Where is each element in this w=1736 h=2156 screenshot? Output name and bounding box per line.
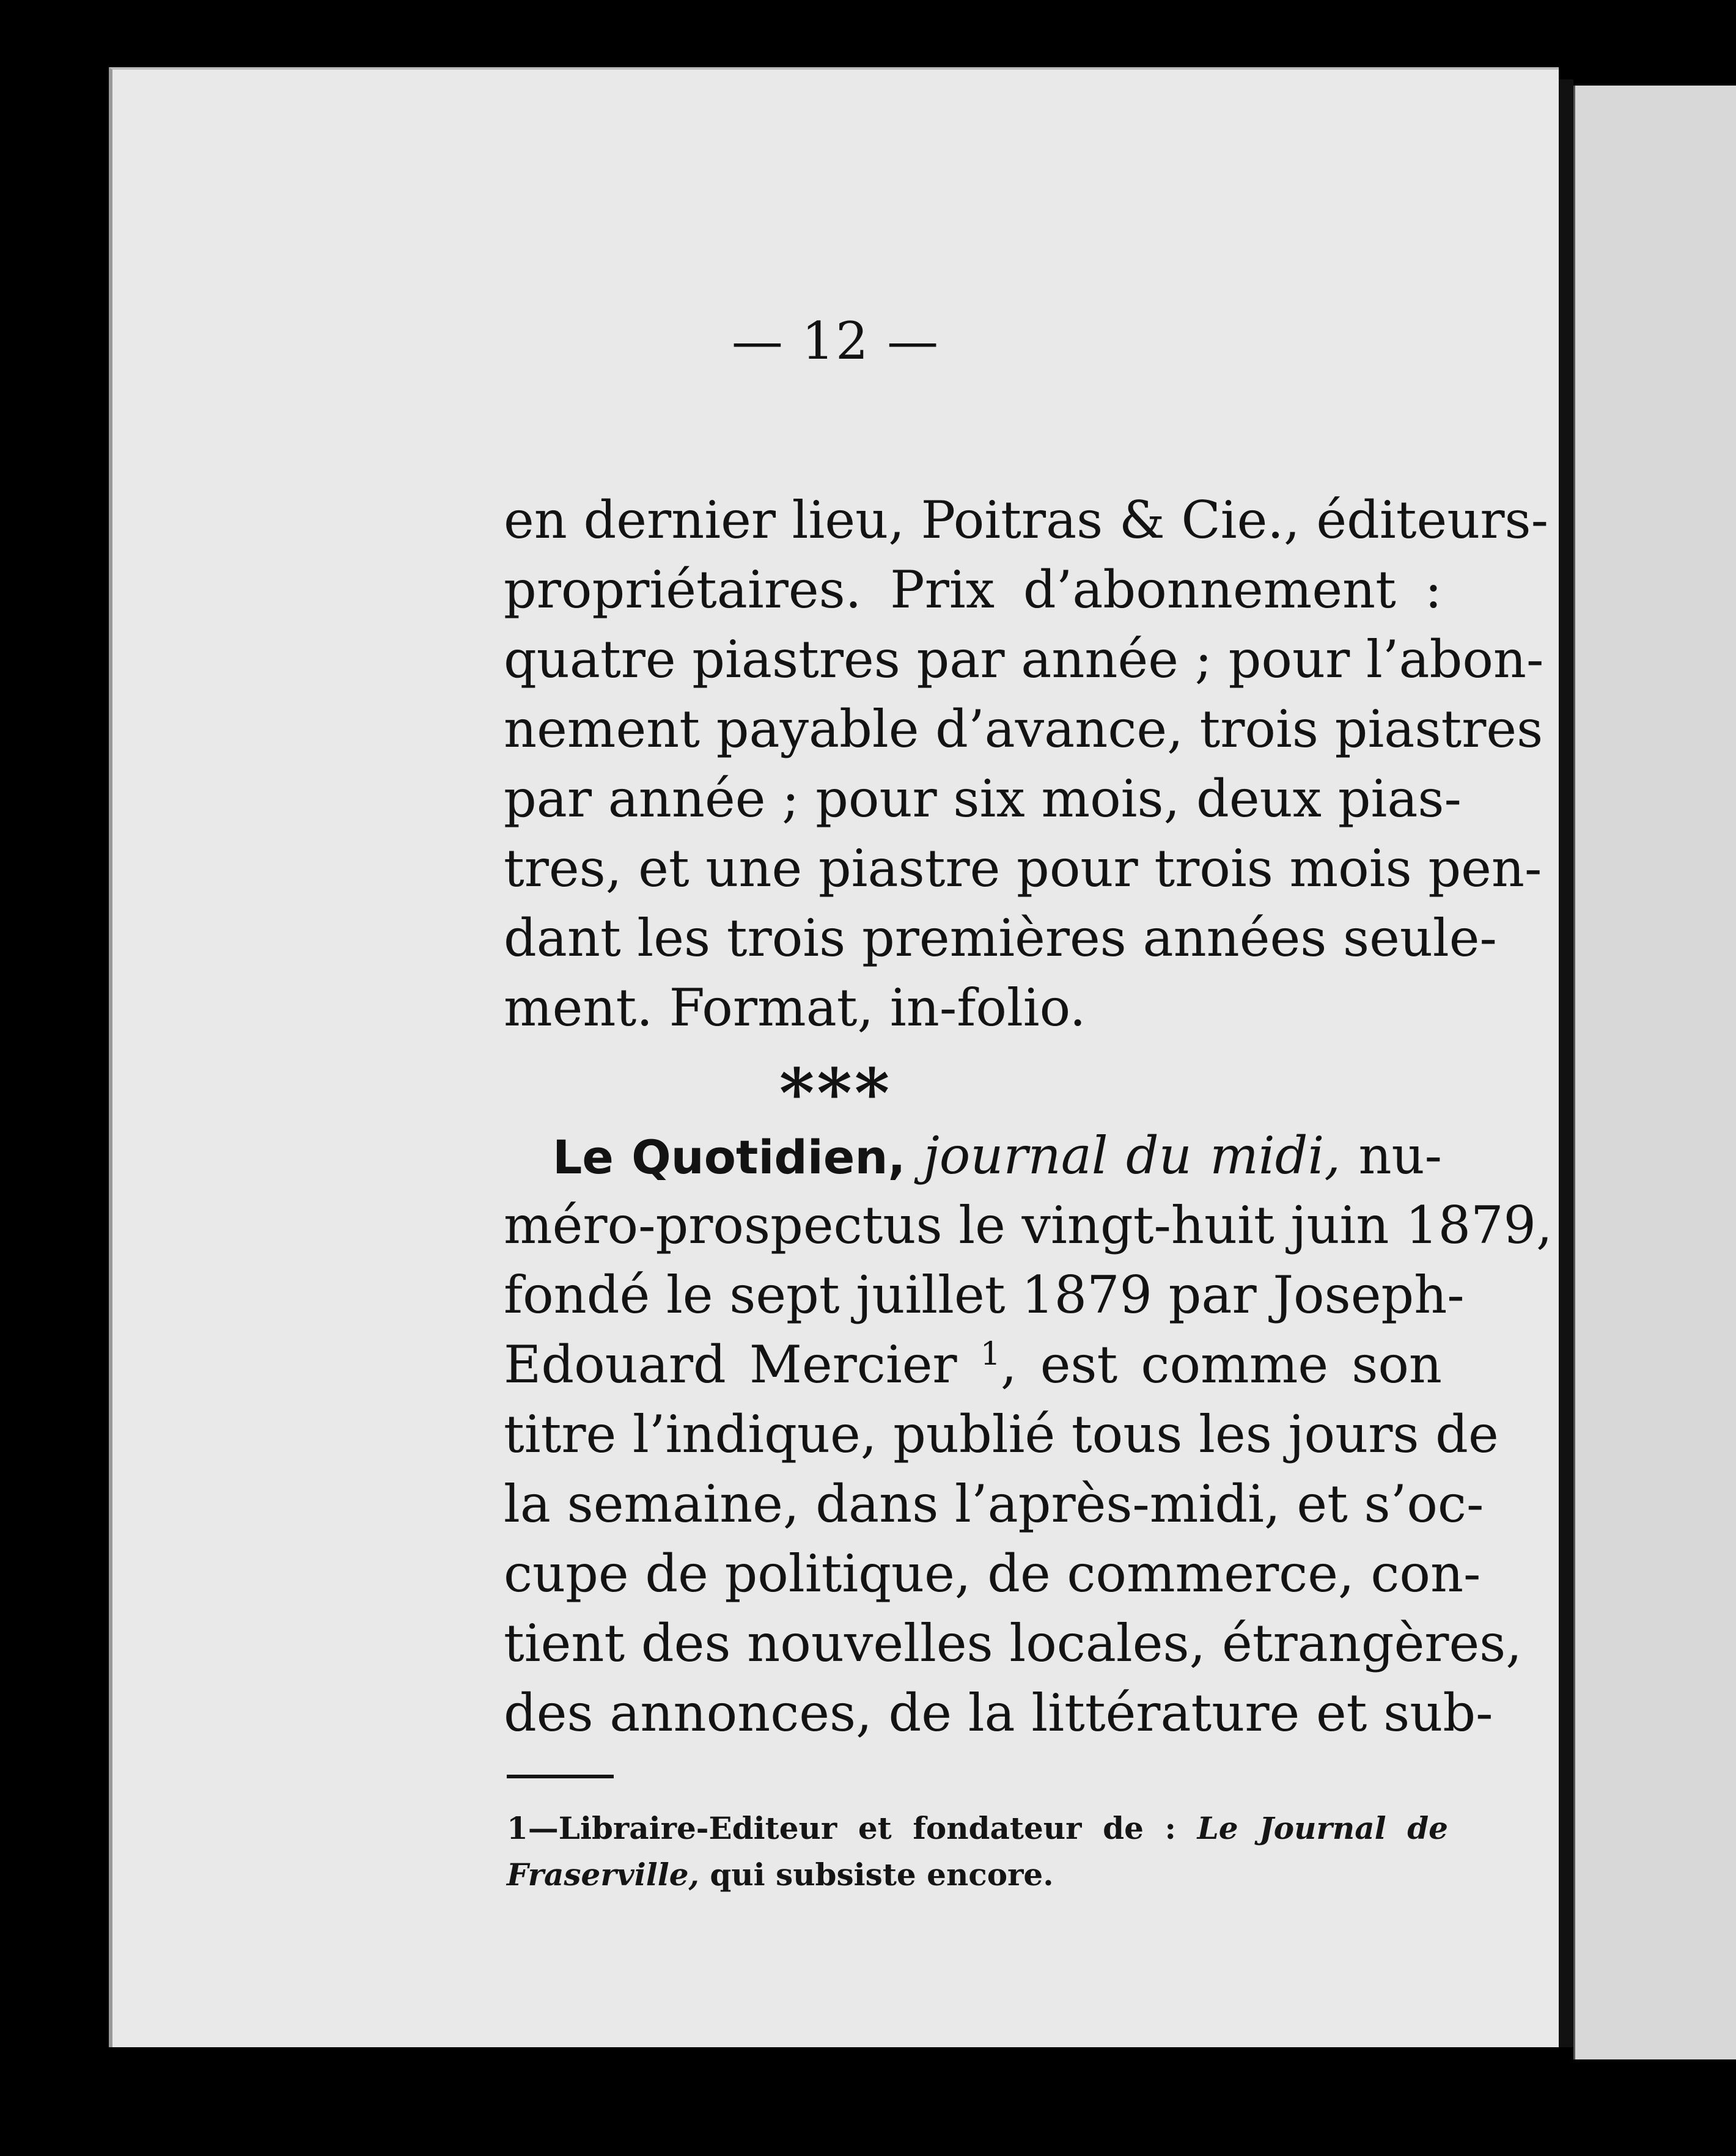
footnote-text: 1—Libraire-Editeur et fondateur de : (507, 1810, 1176, 1846)
journal-subtitle: journal du midi, (923, 1126, 1341, 1186)
text-line-first (504, 1121, 1442, 1190)
text-line: la semaine, dans l’après-midi, et s’oc- (504, 1474, 1484, 1534)
line-continuation: , est comme son (1000, 1335, 1443, 1395)
adjacent-page (1573, 86, 1736, 2059)
line-continuation: nu- (1358, 1126, 1443, 1186)
footnote (507, 1805, 1448, 1898)
journal-name: Le Quotidien, (553, 1130, 906, 1184)
paragraph-second (504, 1121, 1553, 1748)
page-number: — 12 — (731, 311, 940, 371)
text-line: quatre piastres par année ; pour l’abon- (504, 629, 1544, 689)
footnote-divider (507, 1775, 614, 1778)
book-page (109, 67, 1559, 2047)
text-line: des annonces, de la littérature et sub- (504, 1683, 1493, 1743)
author-name: Edouard Mercier (504, 1335, 957, 1395)
text-line: nement payable d’avance, trois piastres (504, 699, 1543, 759)
text-line: titre l’indique, publié tous les jours de (504, 1404, 1499, 1464)
page-gutter (1559, 79, 1573, 2047)
footnote-reference: 1 (980, 1336, 1001, 1373)
text-line: méro-prospectus le vingt-huit juin 1879, (504, 1195, 1553, 1255)
footnote-text: qui subsiste encore. (710, 1857, 1054, 1893)
text-line: tient des nouvelles locales, étrangères, (504, 1613, 1522, 1673)
text-line: fondé le sept juillet 1879 par Joseph- (504, 1265, 1465, 1325)
footnote-title: Le Journal de (1197, 1810, 1448, 1846)
footnote-line (507, 1805, 1448, 1852)
text-line: propriétaires. Prix d’abonnement : (504, 560, 1442, 620)
text-line: par année ; pour six mois, deux pias- (504, 769, 1462, 829)
footnote-title: Fraserville, (507, 1857, 699, 1893)
text-line: cupe de politique, de commerce, con- (504, 1544, 1481, 1604)
text-line: en dernier lieu, Poitras & Cie., éditeurs- (504, 490, 1548, 550)
text-line: tres, et une piastre pour trois mois pen- (504, 838, 1542, 898)
section-separator: *** (779, 1054, 892, 1132)
text-line-with-footnote (504, 1330, 1442, 1399)
text-line: ment. Format, in-folio. (504, 978, 1086, 1038)
footnote-line (507, 1852, 1448, 1898)
paragraph-first (504, 485, 1548, 1043)
text-line: dant les trois premières années seule- (504, 908, 1497, 968)
